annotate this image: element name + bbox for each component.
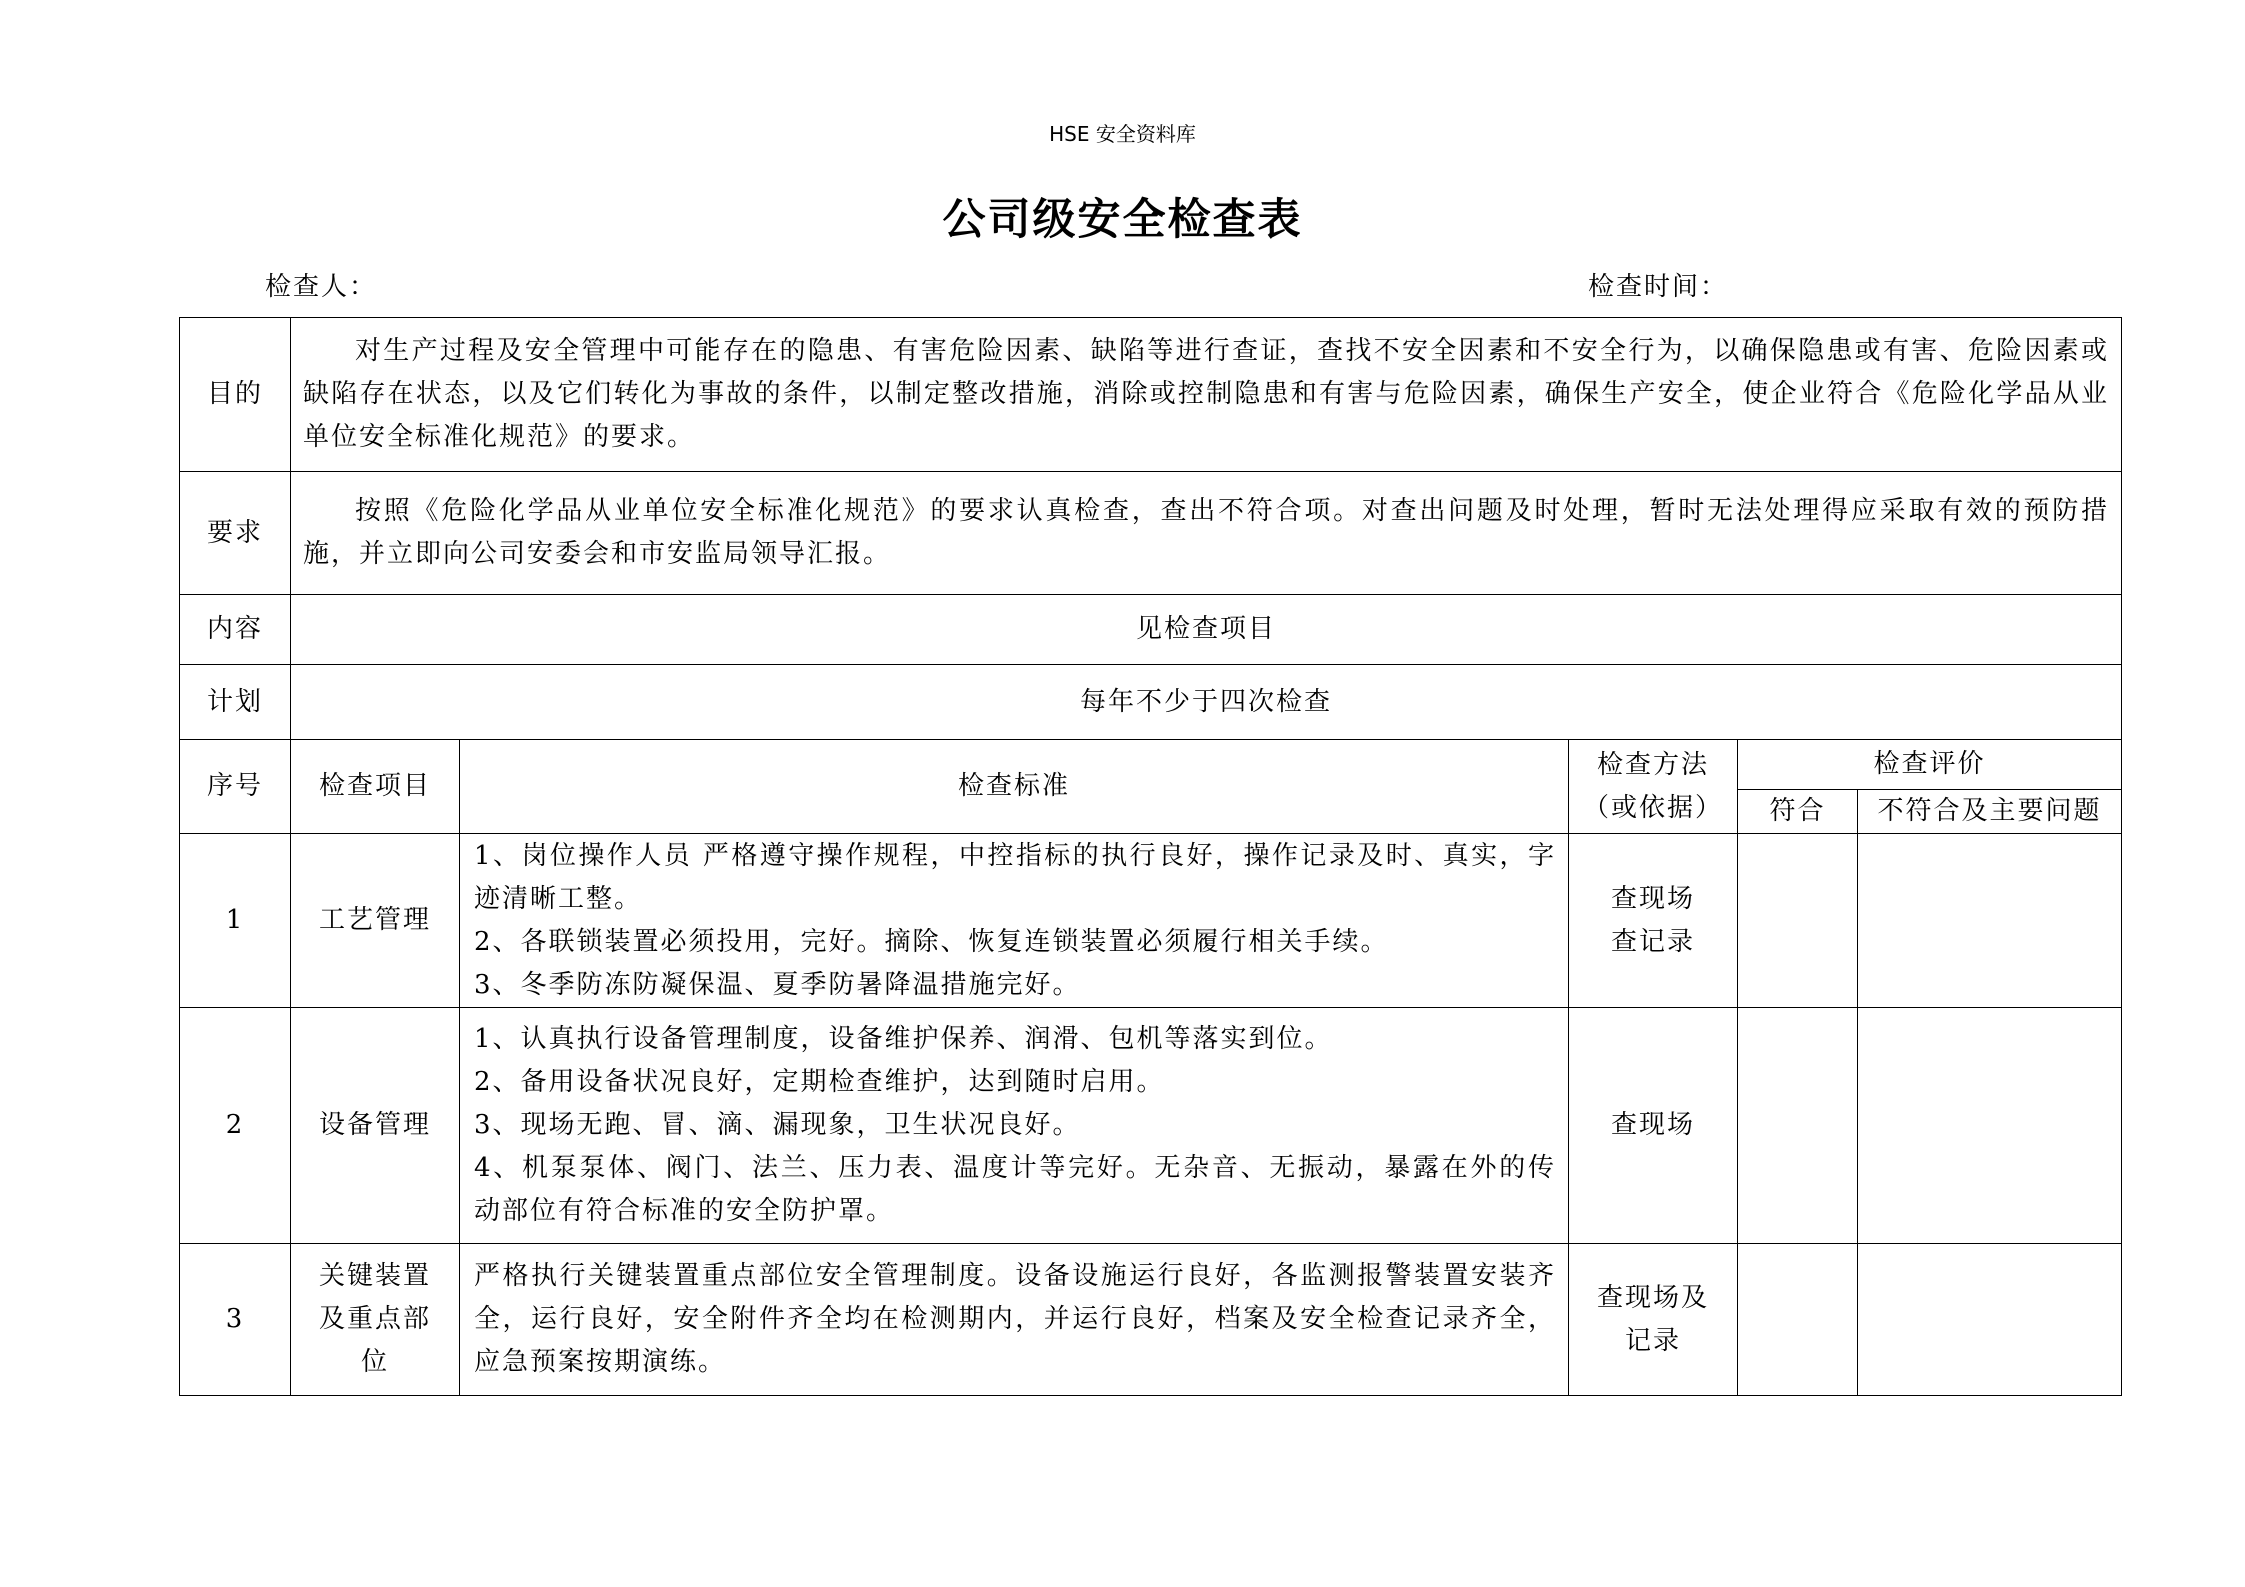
evaluation-header: 检查评价 (1738, 740, 2122, 790)
method-line: 记录 (1624, 1325, 1681, 1356)
standard-line: 4、机泵泵体、阀门、法兰、压力表、温度计等完好。无杂音、无振动，暴露在外的传动部位有符合标准的安全防护罩。 (474, 1153, 1556, 1226)
seq-header: 序号 (180, 740, 291, 834)
item-standard (460, 834, 1569, 1008)
inspection-table (179, 317, 2122, 1396)
item-name-line: 位 (360, 1347, 389, 1377)
document-title: 公司级安全检查表 (942, 195, 1303, 245)
conform-cell (1738, 834, 1858, 1008)
table-row (180, 834, 2122, 1008)
item-method (1569, 1244, 1738, 1396)
standard-header: 检查标准 (460, 740, 1569, 834)
page-header-label: HSE 安全资料库 (1049, 122, 1196, 146)
requirement-text: 按照《危险化学品从业单位安全标准化规范》的要求认真检查，查出不符合项。对查出问题及时处理，暂时无法处理得应采取有效的预防措施，并立即向公司安委会和市安监局领导汇报。 (291, 472, 2122, 595)
item-standard (460, 1244, 1569, 1396)
item-name-line: 工艺管理 (318, 905, 431, 935)
item-name (291, 834, 460, 1008)
method-header-line2: （或依据） (1582, 792, 1723, 823)
item-seq: 3 (180, 1244, 291, 1396)
method-line: 查现场 (1610, 883, 1695, 914)
standard-line: 2、备用设备状况良好，定期检查维护，达到随时启用。 (474, 1067, 1165, 1097)
requirement-row (180, 472, 2122, 595)
method-header-line1: 检查方法 (1596, 749, 1709, 780)
item-name-line: 及重点部 (318, 1304, 431, 1334)
standard-line: 2、各联锁装置必须投用，完好。摘除、恢复连锁装置必须履行相关手续。 (474, 926, 1389, 957)
method-line: 查记录 (1610, 926, 1695, 957)
purpose-label: 目的 (180, 318, 291, 472)
nonconform-cell (1858, 1244, 2122, 1396)
nonconform-cell (1858, 1008, 2122, 1244)
item-method (1569, 834, 1738, 1008)
method-line: 查现场 (1610, 1110, 1695, 1140)
inspection-time-label: 检查时间： (1588, 272, 1729, 302)
purpose-row (180, 318, 2122, 472)
conform-header: 符合 (1738, 790, 1858, 834)
table-row (180, 1244, 2122, 1396)
item-seq: 2 (180, 1008, 291, 1244)
item-method (1569, 1008, 1738, 1244)
method-line: 查现场及 (1596, 1282, 1709, 1313)
plan-text: 每年不少于四次检查 (291, 665, 2122, 740)
standard-line: 严格执行关键装置重点部位安全管理制度。设备设施运行良好，各监测报警装置安装齐全，运行良好，安全附件齐全均在检测期内，并运行良好，档案及安全检查记录齐全，应急预案按期演练。 (474, 1261, 1556, 1377)
conform-cell (1738, 1244, 1858, 1396)
plan-label: 计划 (180, 665, 291, 740)
item-name (291, 1244, 460, 1396)
purpose-text: 对生产过程及安全管理中可能存在的隐患、有害危险因素、缺陷等进行查证，查找不安全因素和不安全行为，以确保隐患或有害、危险因素或缺陷存在状态，以及它们转化为事故的条件，以制定整改措施，消除或控制隐患和有害与危险因素，确保生产安全，使企业符合《危险化学品从业单位安全标准化规范》的要求。 (291, 318, 2122, 472)
content-row (180, 595, 2122, 665)
item-name-line: 关键装置 (318, 1261, 431, 1291)
requirement-label: 要求 (180, 472, 291, 595)
standard-line: 3、现场无跑、冒、滴、漏现象，卫生状况良好。 (474, 1110, 1081, 1140)
nonconform-cell (1858, 834, 2122, 1008)
method-header (1569, 740, 1738, 834)
inspector-label: 检查人： (265, 272, 378, 302)
item-seq: 1 (180, 834, 291, 1008)
item-standard (460, 1008, 1569, 1244)
content-label: 内容 (180, 595, 291, 665)
standard-line: 1、认真执行设备管理制度，设备维护保养、润滑、包机等落实到位。 (474, 1024, 1333, 1054)
standard-line: 3、冬季防冻防凝保温、夏季防暑降温措施完好。 (474, 969, 1081, 1000)
item-name (291, 1008, 460, 1244)
item-name-line: 设备管理 (318, 1110, 431, 1140)
column-header-row (180, 740, 2122, 790)
plan-row (180, 665, 2122, 740)
standard-line: 1、岗位操作人员 严格遵守操作规程，中控指标的执行良好，操作记录及时、真实，字迹清晰工整。 (474, 840, 1556, 914)
item-header: 检查项目 (291, 740, 460, 834)
content-text: 见检查项目 (291, 595, 2122, 665)
table-row (180, 1008, 2122, 1244)
nonconform-header: 不符合及主要问题 (1858, 790, 2122, 834)
conform-cell (1738, 1008, 1858, 1244)
